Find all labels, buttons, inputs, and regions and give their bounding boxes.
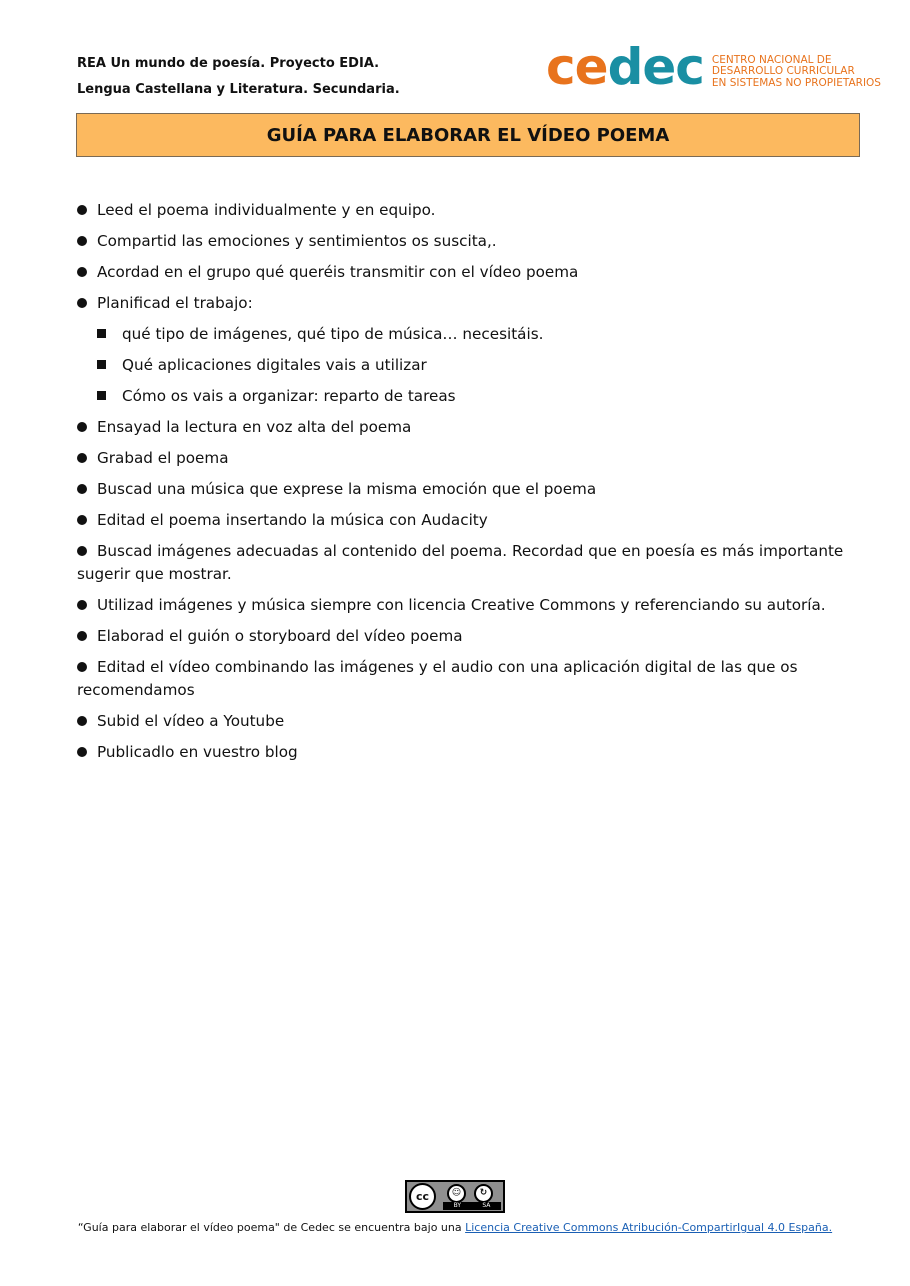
- bullet-icon: [77, 422, 87, 432]
- cc-sa-label: SA: [482, 1202, 491, 1209]
- bullet-icon: [77, 546, 87, 556]
- bullet-icon: [77, 716, 87, 726]
- header-subject-line: Lengua Castellana y Literatura. Secundaria.: [77, 82, 400, 97]
- attribution-icon: ☺: [447, 1184, 466, 1203]
- cc-by-sa-badge-icon[interactable]: [405, 1180, 505, 1213]
- list-item: Elaborad el guión o storyboard del vídeo poema: [77, 625, 852, 648]
- document-header: [77, 51, 400, 103]
- list-item: Publicadlo en vuestro blog: [77, 741, 852, 764]
- license-statement: “Guía para elaborar el vídeo poema" de Cedec se encuentra bajo una: [77, 1221, 466, 1234]
- header-project-line: REA Un mundo de poesía. Proyecto EDIA.: [77, 56, 380, 71]
- square-bullet-icon: [97, 391, 106, 400]
- bullet-icon: [77, 298, 87, 308]
- square-bullet-icon: [97, 360, 106, 369]
- cc-badge-labels: [443, 1202, 501, 1210]
- bullet-icon: [77, 236, 87, 246]
- guide-list: [77, 199, 852, 772]
- list-item: Buscad imágenes adecuadas al contenido del poema. Recordad que en poesía es más importante sugerir que mostrar.: [77, 542, 844, 583]
- bullet-icon: [77, 662, 87, 672]
- cc-icon: cc: [409, 1183, 436, 1210]
- list-item: Grabad el poema: [77, 447, 852, 470]
- license-link[interactable]: Licencia Creative Commons Atribución-CompartirIgual 4.0 España.: [465, 1221, 833, 1234]
- page-title: GUÍA PARA ELABORAR EL VÍDEO POEMA: [76, 113, 860, 157]
- bullet-icon: [77, 600, 87, 610]
- list-item: Planificad el trabajo:: [77, 292, 852, 315]
- bullet-icon: [77, 205, 87, 215]
- list-item: Subid el vídeo a Youtube: [77, 710, 852, 733]
- license-text: [0, 1221, 910, 1234]
- list-item: Editad el vídeo combinando las imágenes y el audio con una aplicación digital de las que os recomendamos: [77, 658, 798, 699]
- license-footer: [0, 1180, 910, 1234]
- square-bullet-icon: [97, 329, 106, 338]
- list-item: Buscad una música que exprese la misma emoción que el poema: [77, 478, 852, 501]
- sub-list-item: qué tipo de imágenes, qué tipo de música… necesitáis.: [97, 323, 852, 346]
- sub-list-item: Cómo os vais a organizar: reparto de tareas: [97, 385, 852, 408]
- bullet-icon: [77, 484, 87, 494]
- sub-list-item: Qué aplicaciones digitales vais a utilizar: [97, 354, 852, 377]
- bullet-icon: [77, 267, 87, 277]
- bullet-icon: [77, 453, 87, 463]
- list-item: Compartid las emociones y sentimientos os suscita,.: [77, 230, 852, 253]
- cedec-logo-subtitle: CENTRO NACIONAL DE DESARROLLO CURRICULAR EN SISTEMAS NO PROPIETARIOS: [711, 53, 881, 89]
- list-item: Leed el poema individualmente y en equipo.: [77, 199, 852, 222]
- list-item: Ensayad la lectura en voz alta del poema: [77, 416, 852, 439]
- list-item: Acordad en el grupo qué queréis transmitir con el vídeo poema: [77, 261, 852, 284]
- cedec-logo-word: cedec: [546, 38, 704, 96]
- list-item: Utilizad imágenes y música siempre con licencia Creative Commons y referenciando su autoría.: [77, 594, 852, 617]
- bullet-icon: [77, 747, 87, 757]
- list-item: Editad el poema insertando la música con Audacity: [77, 509, 852, 532]
- cc-by-label: BY: [453, 1202, 462, 1209]
- share-alike-icon: ↻: [474, 1184, 493, 1203]
- cedec-logo: [546, 38, 881, 96]
- bullet-icon: [77, 631, 87, 641]
- bullet-icon: [77, 515, 87, 525]
